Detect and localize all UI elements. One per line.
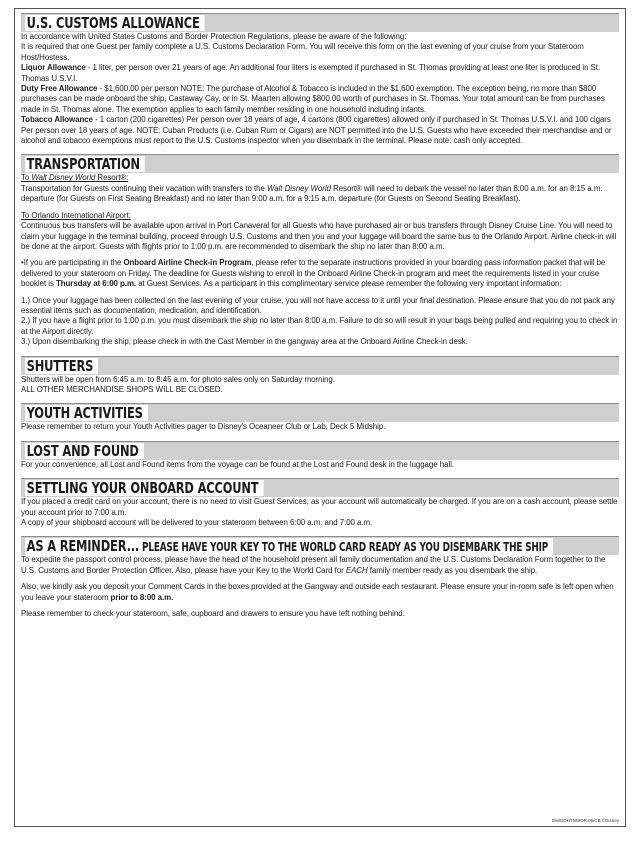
lost-found-title: LOST AND FOUND: [25, 443, 144, 459]
airline-checkin-text: •If you are participating in the Onboard Airline Check-in Program, please refer to the separate instructions provided in your boarding pass information packet that will be delivered to your stateroom on Friday. The deadline for Guests wishing to enroll in the Onboard Airline Check-in program and meet the requirements listed in your cruise booklet is Thursday at 6:00 p.m. at Guest Services. As a participant in this complimentary service please remember the following very important information:: [21, 258, 606, 289]
shutters-section-header: [21, 356, 619, 375]
tobacco-label: Tobacco Allowance: [21, 115, 93, 125]
lost-found-section-header: [21, 441, 619, 460]
checkin-item-2: 2.) If you have a flight prior to 1:00 p.m. you must disembark the ship no later than 8:00 a.m. Failure to do so will result in your bags being pulled and requiring you to check in at the Airport directly.: [21, 316, 618, 336]
disembarkation-notice-page: [14, 8, 626, 827]
reminder-title: AS A REMINDER... PLEASE HAVE YOUR KEY TO THE WORLD CARD READY AS YOU DISEMBARK THE SHIP: [25, 538, 553, 555]
customs-title: U.S. CUSTOMS ALLOWANCE: [25, 15, 205, 31]
tobacco-allowance: [21, 115, 619, 146]
duty-text: - $1,600.00 per person NOTE: The purchase of Alcohol & Tobacco is included in the $1,600 exemption. The exception being, no more than $800 purchases can be made onboard the ship, Castaway Cay, or in St. Maarten allowing $800.00 worth of purchases in St. Thomas. Your total amount can be from purchases made in St. Thomas alone. The exemption applies to each family member residing in one household including infants.: [21, 84, 605, 114]
lost-found-section-body: [21, 460, 619, 470]
shutters-section-body: [21, 375, 619, 396]
document-code: DM/DDHTNWOR.06/CB ©Disney: [551, 818, 619, 823]
tobacco-text: - 1 carton (200 cigarettes) Per person over 18 years of age, 4 cartons (800 cigarettes) allowed only if purchased in St. Thomas U.S.V.I. and 100 cigars Per person over 18 years of age. NOTE: Cuban Products (i.e. Cuban Rum or Cigars) are NOT permitted into the U.S. Guests who have exceeded their merchandise and or alcohol and tobacco exemptions must report to the U.S. Customs inspector when you disembark in the terminal. Please note: cash only accepted.: [21, 115, 612, 146]
account-statement-note: A copy of your shipboard account will be delivered to your stateroom between 6:00 a.m. and 7:00 a.m.: [21, 518, 373, 527]
airport-transfer-text: Continuous bus transfers will be available upon arrival in Port Canaveral for all Guests who have purchased air or bus transfers through Disney Cruise Line. You will need to claim your luggage in the terminal building, proceed through U.S. Customs and then you and your luggage will board the same bus to the Orlando Airport. Airline check-in will be done at the airport. Guests with flights prior to 1:00 p.m. are recommended to disembark the ship no later than 8:00 a.m.: [21, 221, 617, 251]
shops-closed-note: ALL OTHER MERCHANDISE SHOPS WILL BE CLOSED.: [21, 384, 223, 394]
comment-cards-note: Also, we kindly ask you deposit your Comment Cards in the boxes provided at the Gangway and outside each restaurant. Please ensure your in-room safe is left open when you leave your stateroom prior to 8:00 a.m.: [21, 582, 614, 602]
duty-free-allowance: [21, 84, 619, 115]
duty-label: Duty Free Allowance: [21, 84, 98, 94]
passport-control-note: To expedite the passport control process, please have the head of the household present all family documentation and the U.S. Customs Declaration Form together to the U.S. Customs and Border Protection Officer. Also, please have your Key to the World Card for EACH family member ready as you disembark the ship.: [21, 555, 606, 575]
transport-section-body: [21, 173, 619, 347]
customs-intro: In accordance with United States Customs and Border Protection Regulations, please be aware of the following:: [21, 32, 407, 41]
youth-pager-note: Please remember to return your Youth Activities pager to Disney's Oceaneer Club or Lab, Deck 5 Midship.: [21, 422, 386, 432]
account-section-body: [21, 497, 619, 528]
liquor-label: Liquor Allowance: [21, 63, 86, 73]
to-wdw-heading: To Walt Disney World Resort®:: [21, 173, 129, 183]
customs-form-note: It is required that one Guest per family complete a U.S. Customs Declaration Form. You will receive this form on the last evening of your cruise from your Stateroom Host/Hostess.: [21, 42, 584, 62]
youth-title: YOUTH ACTIVITIES: [25, 405, 148, 421]
check-stateroom-note: Please remember to check your stateroom, safe, cupboard and drawers to ensure you have left nothing behind.: [21, 609, 405, 619]
youth-section-header: [21, 403, 619, 422]
account-section-header: [21, 478, 619, 497]
checkin-item-1: 1.) Once your luggage has been collected on the last evening of your cruise, you will not have access to it until your final destination. Please ensure that you do not pack any essential items such as documentation, medication, and identification.: [21, 295, 615, 315]
to-airport-heading: To Orlando International Airport:: [21, 210, 131, 220]
customs-section-header: [21, 13, 619, 32]
shutters-hours: Shutters will be open from 6:45 a.m. to 8:45 a.m. for photo sales only on Saturday morning.: [21, 374, 335, 384]
reminder-section-header: [21, 536, 619, 555]
liquor-allowance: [21, 63, 619, 84]
transport-title: TRANSPORTATION: [25, 156, 145, 172]
youth-section-body: [21, 422, 619, 432]
customs-section-body: [21, 32, 619, 146]
checkin-item-3: 3.) Upon disembarking the ship, please check in with the Cast Member in the gangway area at the Onboard Airline Check-in desk.: [21, 337, 468, 347]
account-credit-card-note: If you placed a credit card on your account, there is no need to visit Guest Services, as your account will automatically be charged. If you are on a cash account, please settle your account prior to 7:00 a.m.: [21, 497, 618, 517]
shutters-title: SHUTTERS: [25, 358, 98, 374]
reminder-section-body: [21, 555, 619, 619]
wdw-transfer-text: Transportation for Guests continuing their vacation with transfers to the Walt Disney World Resort® will need to debark the vessel no later than 8:00 a.m. for an 8:15 a.m. departure (for Guests on First Seating Breakfast) and no later than 9:00 a.m. for a 9:15 a.m. departure (for Guests on Second Seating Breakfast).: [21, 183, 603, 204]
transport-section-header: [21, 154, 619, 173]
liquor-text: - 1 liter, per person over 21 years of age. An additional four liters is exempted if purchased in St. Thomas providing at least one liter is produced in St. Thomas U.S.V.I.: [21, 63, 601, 83]
account-title: SETTLING YOUR ONBOARD ACCOUNT: [25, 480, 263, 496]
lost-found-note: For your convenience, all Lost and Found items from the voyage can be found at the Lost and Found desk in the luggage hall.: [21, 459, 454, 469]
